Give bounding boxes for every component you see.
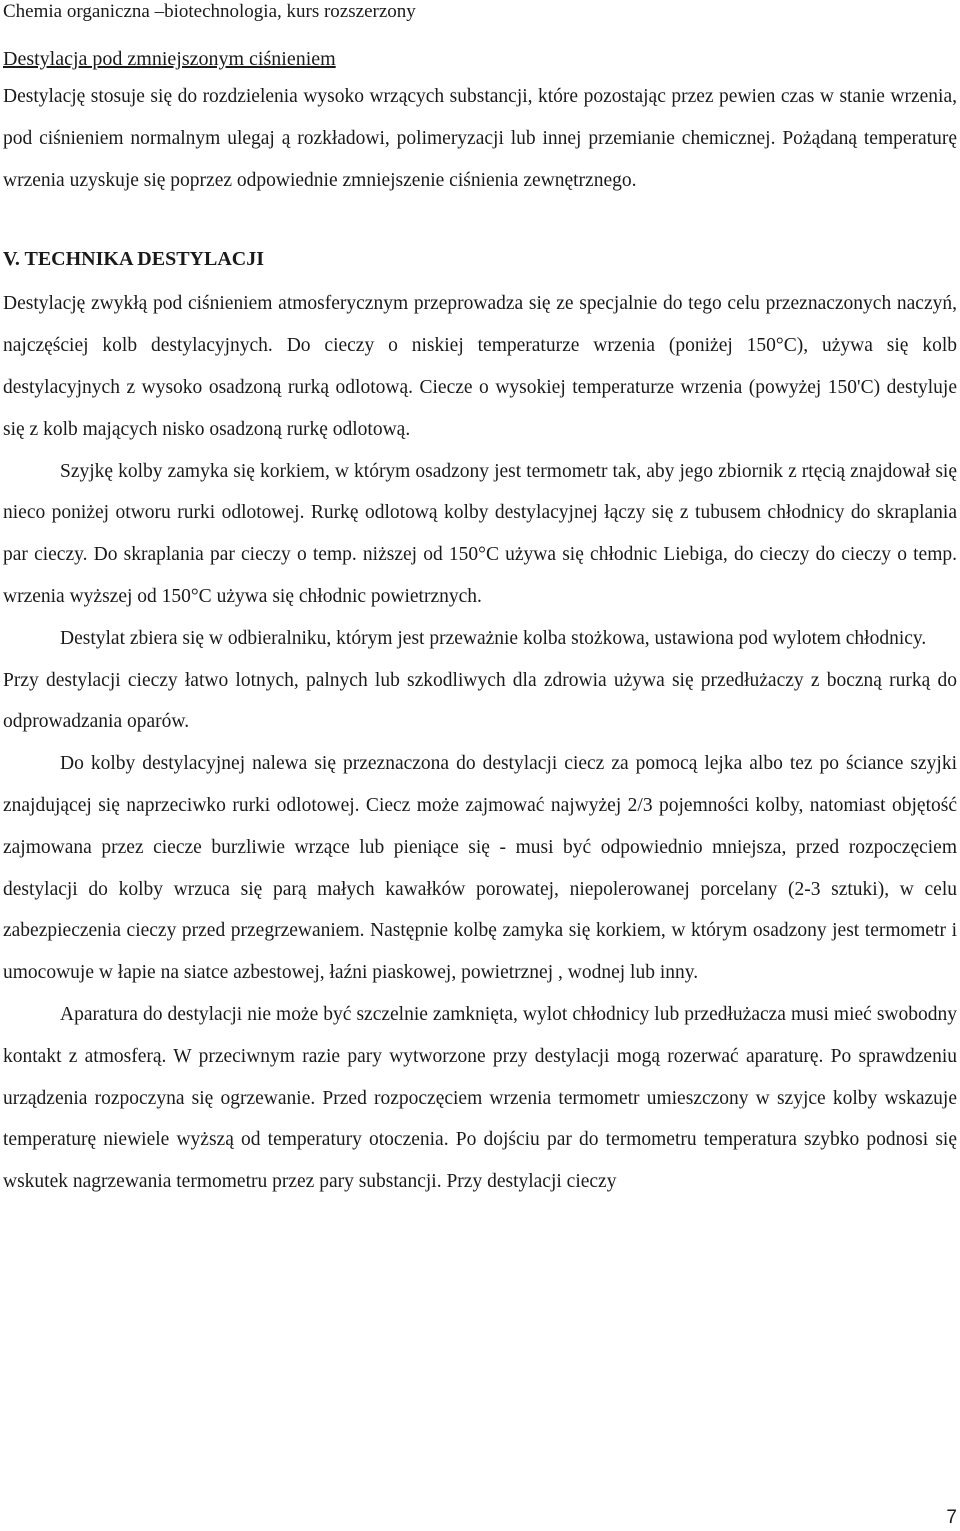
page-number: 7: [946, 1507, 957, 1528]
chapter-heading: V. TECHNIKA DESTYLACJI: [3, 248, 265, 271]
body-paragraph-3: Destylat zbiera się w odbieralniku, którym jest przeważnie kolba stożkowa, ustawiona pod wylotem chłodnicy.: [60, 627, 927, 649]
section-paragraph: Destylację stosuje się do rozdzielenia wysoko wrzących substancji, które pozostając przez pewien czas w stanie wrzenia, pod ciśnieniem normalnym ulegaj ą rozkładowi, polimeryzacji lub innej przemianie chemicznej. Pożądaną temperaturę wrzenia uzyskuje się poprzez odpowiednie zmniejszenie ciśnienia zewnętrznego.: [3, 86, 957, 191]
document-page: [3, 0, 957, 1203]
running-header: Chemia organiczna –biotechnologia, kurs rozszerzony: [3, 1, 416, 22]
body-paragraph-5: Do kolby destylacyjnej nalewa się przeznaczona do destylacji ciecz za pomocą lejka albo tez po ściance szyjki znajdującej się naprzeciwko rurki odlotowej. Ciecz może zajmować najwyżej 2/3 pojemności kolby, natomiast objętość zajmowana przez ciecze burzliwie wrzące lub pieniące się - musi być odpowiednio mniejsza, przed rozpoczęciem destylacji do kolby wrzuca się parą małych kawałków porowatej, niepolerowanej porcelany (2-3 sztuki), w celu zabezpieczenia cieczy przed przegrzewaniem. Następnie kolbę zamyka się korkiem, w którym osadzony jest termometr i umocowuje w łapie na siatce azbestowej, łaźni piaskowej, powietrznej , wodnej lub inny.: [3, 753, 957, 984]
section-title: Destylacja pod zmniejszonym ciśnieniem: [3, 48, 336, 70]
body-paragraph-6: Aparatura do destylacji nie może być szczelnie zamknięta, wylot chłodnicy lub przedłużacza musi mieć swobodny kontakt z atmosferą. W przeciwnym razie pary wytworzone przy destylacji mogą rozerwać aparaturę. Po sprawdzeniu urządzenia rozpoczyna się ogrzewanie. Przed rozpoczęciem wrzenia termometr umieszczony w szyjce kolby wskazuje temperaturę niewiele wyższą od temperatury otoczenia. Po dojściu par do termometru temperatura szybko podnosi się wskutek nagrzewania termometru przez pary substancji. Przy destylacji cieczy: [3, 1003, 957, 1193]
body-paragraph-4: Przy destylacji cieczy łatwo lotnych, palnych lub szkodliwych dla zdrowia używa się przedłużaczy z boczną rurką do odprowadzania oparów.: [3, 669, 957, 733]
body-paragraph-1: Destylację zwykłą pod ciśnieniem atmosferycznym przeprowadza się ze specjalnie do tego celu przeznaczonych naczyń, najczęściej kolb destylacyjnych. Do cieczy o niskiej temperaturze wrzenia (poniżej 150°C), używa się kolb destylacyjnych z wysoko osadzoną rurką odlotową. Ciecze o wysokiej temperaturze wrzenia (powyżej 150'C) destyluje się z kolb mających nisko osadzoną rurkę odlotową.: [3, 293, 957, 440]
body-paragraph-2: Szyjkę kolby zamyka się korkiem, w którym osadzony jest termometr tak, aby jego zbiornik z rtęcią znajdował się nieco poniżej otworu rurki odlotowej. Rurkę odlotową kolby destylacyjnej łączy się z tubusem chłodnicy do skraplania par cieczy. Do skraplania par cieczy o temp. niższej od 150°C używa się chłodnic Liebiga, do cieczy do cieczy o temp. wrzenia wyższej od 150°C używa się chłodnic powietrznych.: [3, 460, 957, 607]
